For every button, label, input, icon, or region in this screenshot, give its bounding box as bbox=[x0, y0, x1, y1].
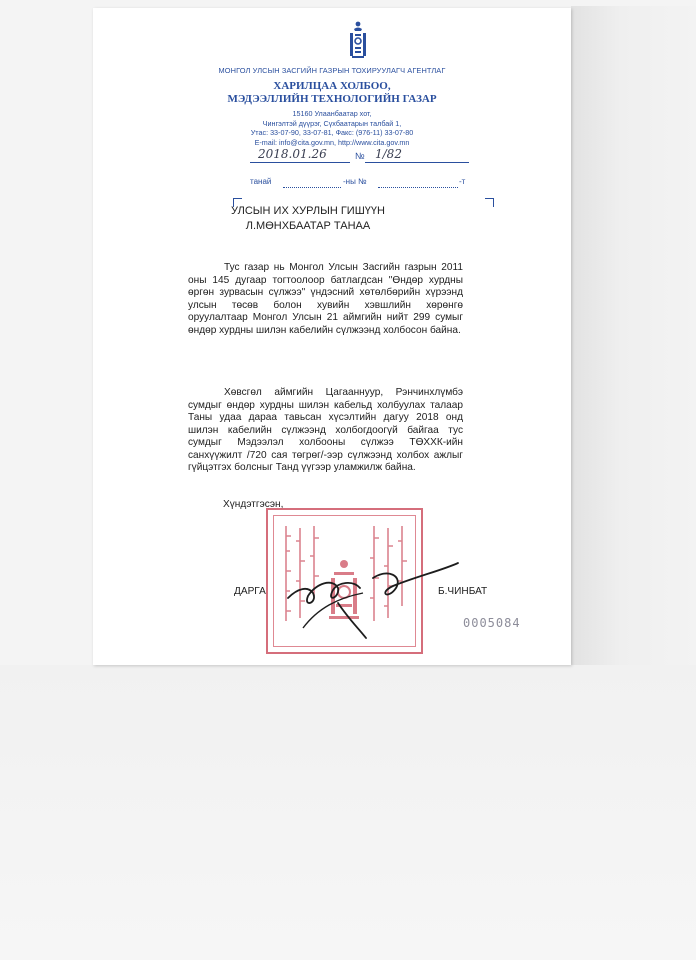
signatory-name: Б.ЧИНБАТ bbox=[438, 586, 488, 597]
your-ref-end: -т bbox=[459, 177, 466, 186]
agency-name: МОНГОЛ УЛСЫН ЗАСГИЙН ГАЗРЫН ТОХИРУУЛАГЧ АГЕНТЛАГ bbox=[218, 66, 446, 75]
letter-date: 2018.01.26 bbox=[258, 147, 327, 161]
closing-salutation: Хүндэтгэсэн, bbox=[223, 499, 284, 510]
body-paragraph-1 bbox=[188, 262, 463, 337]
letter-page bbox=[93, 8, 571, 665]
number-sign: № bbox=[355, 151, 365, 161]
address-line1: 15160 Улаанбаатар хот, bbox=[292, 109, 372, 118]
addressee-name: Л.МӨНХБААТАР ТАНАА bbox=[245, 220, 371, 232]
document-serial-number: 0005084 bbox=[463, 616, 521, 630]
handwritten-signature-icon bbox=[278, 558, 468, 648]
address-line2: Чингэлтэй дүүрэг, Сүхбаатарын талбай 1, bbox=[262, 118, 402, 128]
paragraph-1-text: Тус газар нь Монгол Улсын Засгийн газрын 2011 оны 145 дугаар тогтоолоор батлагдсан "Өндөр хурдны өргөн зурвасын сүлжээ" үндэсний хөтөлбөрийн хүрээнд улсын төсөв болон хувийн хэвшлийн хөрөнгө оруулалтаар Монгол Улсын 21 аймгийн нийт 299 сумыг өндөр хурдны шилэн кабелийн сүлжээнд холбосон байна. bbox=[188, 262, 463, 336]
phone-line: Утас: 33-07-90, 33-07-81, Факс: (976-11) 33-07-80 bbox=[250, 128, 414, 137]
email-line: E-mail: info@cita.gov.mn, http://www.cita.gov.mn bbox=[254, 137, 410, 147]
paragraph-2-text: Хөвсгөл аймгийн Цагааннуур, Рэнчинхлүмбэ сумдыг өндөр хурдны шилэн кабельд холбуулах талаар Таны удаа дараа тавьсан хүсэлтийн дагуу 2018 онд шилэн кабелийн сүлжээнд холбогдоогүй байгаа тус сумдыг Мэдээлэл холбооны сүлжээ ТӨХХК-ийн санхүүжилт /720 сая төгрөг/-ээр сүлжээнд холбох ажлыг гүйцэтгэх болсныг Танд үүгээр уламжилж байна. bbox=[188, 387, 463, 473]
organization-name-line1: ХАРИЛЦАА ХОЛБОО, bbox=[273, 80, 391, 92]
letter-number: 1/82 bbox=[375, 147, 402, 161]
state-emblem-icon bbox=[347, 20, 369, 60]
frame-corner-tr bbox=[485, 198, 494, 207]
addressee-title: УЛСЫН ИХ ХУРЛЫН ГИШҮҮН bbox=[231, 205, 385, 217]
your-number-underline bbox=[378, 187, 458, 188]
number-underline bbox=[365, 162, 469, 163]
scan-background-lower bbox=[0, 665, 696, 960]
date-underline bbox=[250, 162, 350, 163]
your-ref-number-label: -ны № bbox=[343, 177, 367, 186]
your-date-underline bbox=[283, 187, 341, 188]
body-paragraph-2 bbox=[188, 387, 463, 475]
signatory-title: ДАРГА bbox=[234, 586, 266, 597]
your-ref-label: танай bbox=[250, 177, 272, 186]
organization-name-line2: МЭДЭЭЛЛИЙН ТЕХНОЛОГИЙН ГАЗАР bbox=[227, 93, 437, 105]
